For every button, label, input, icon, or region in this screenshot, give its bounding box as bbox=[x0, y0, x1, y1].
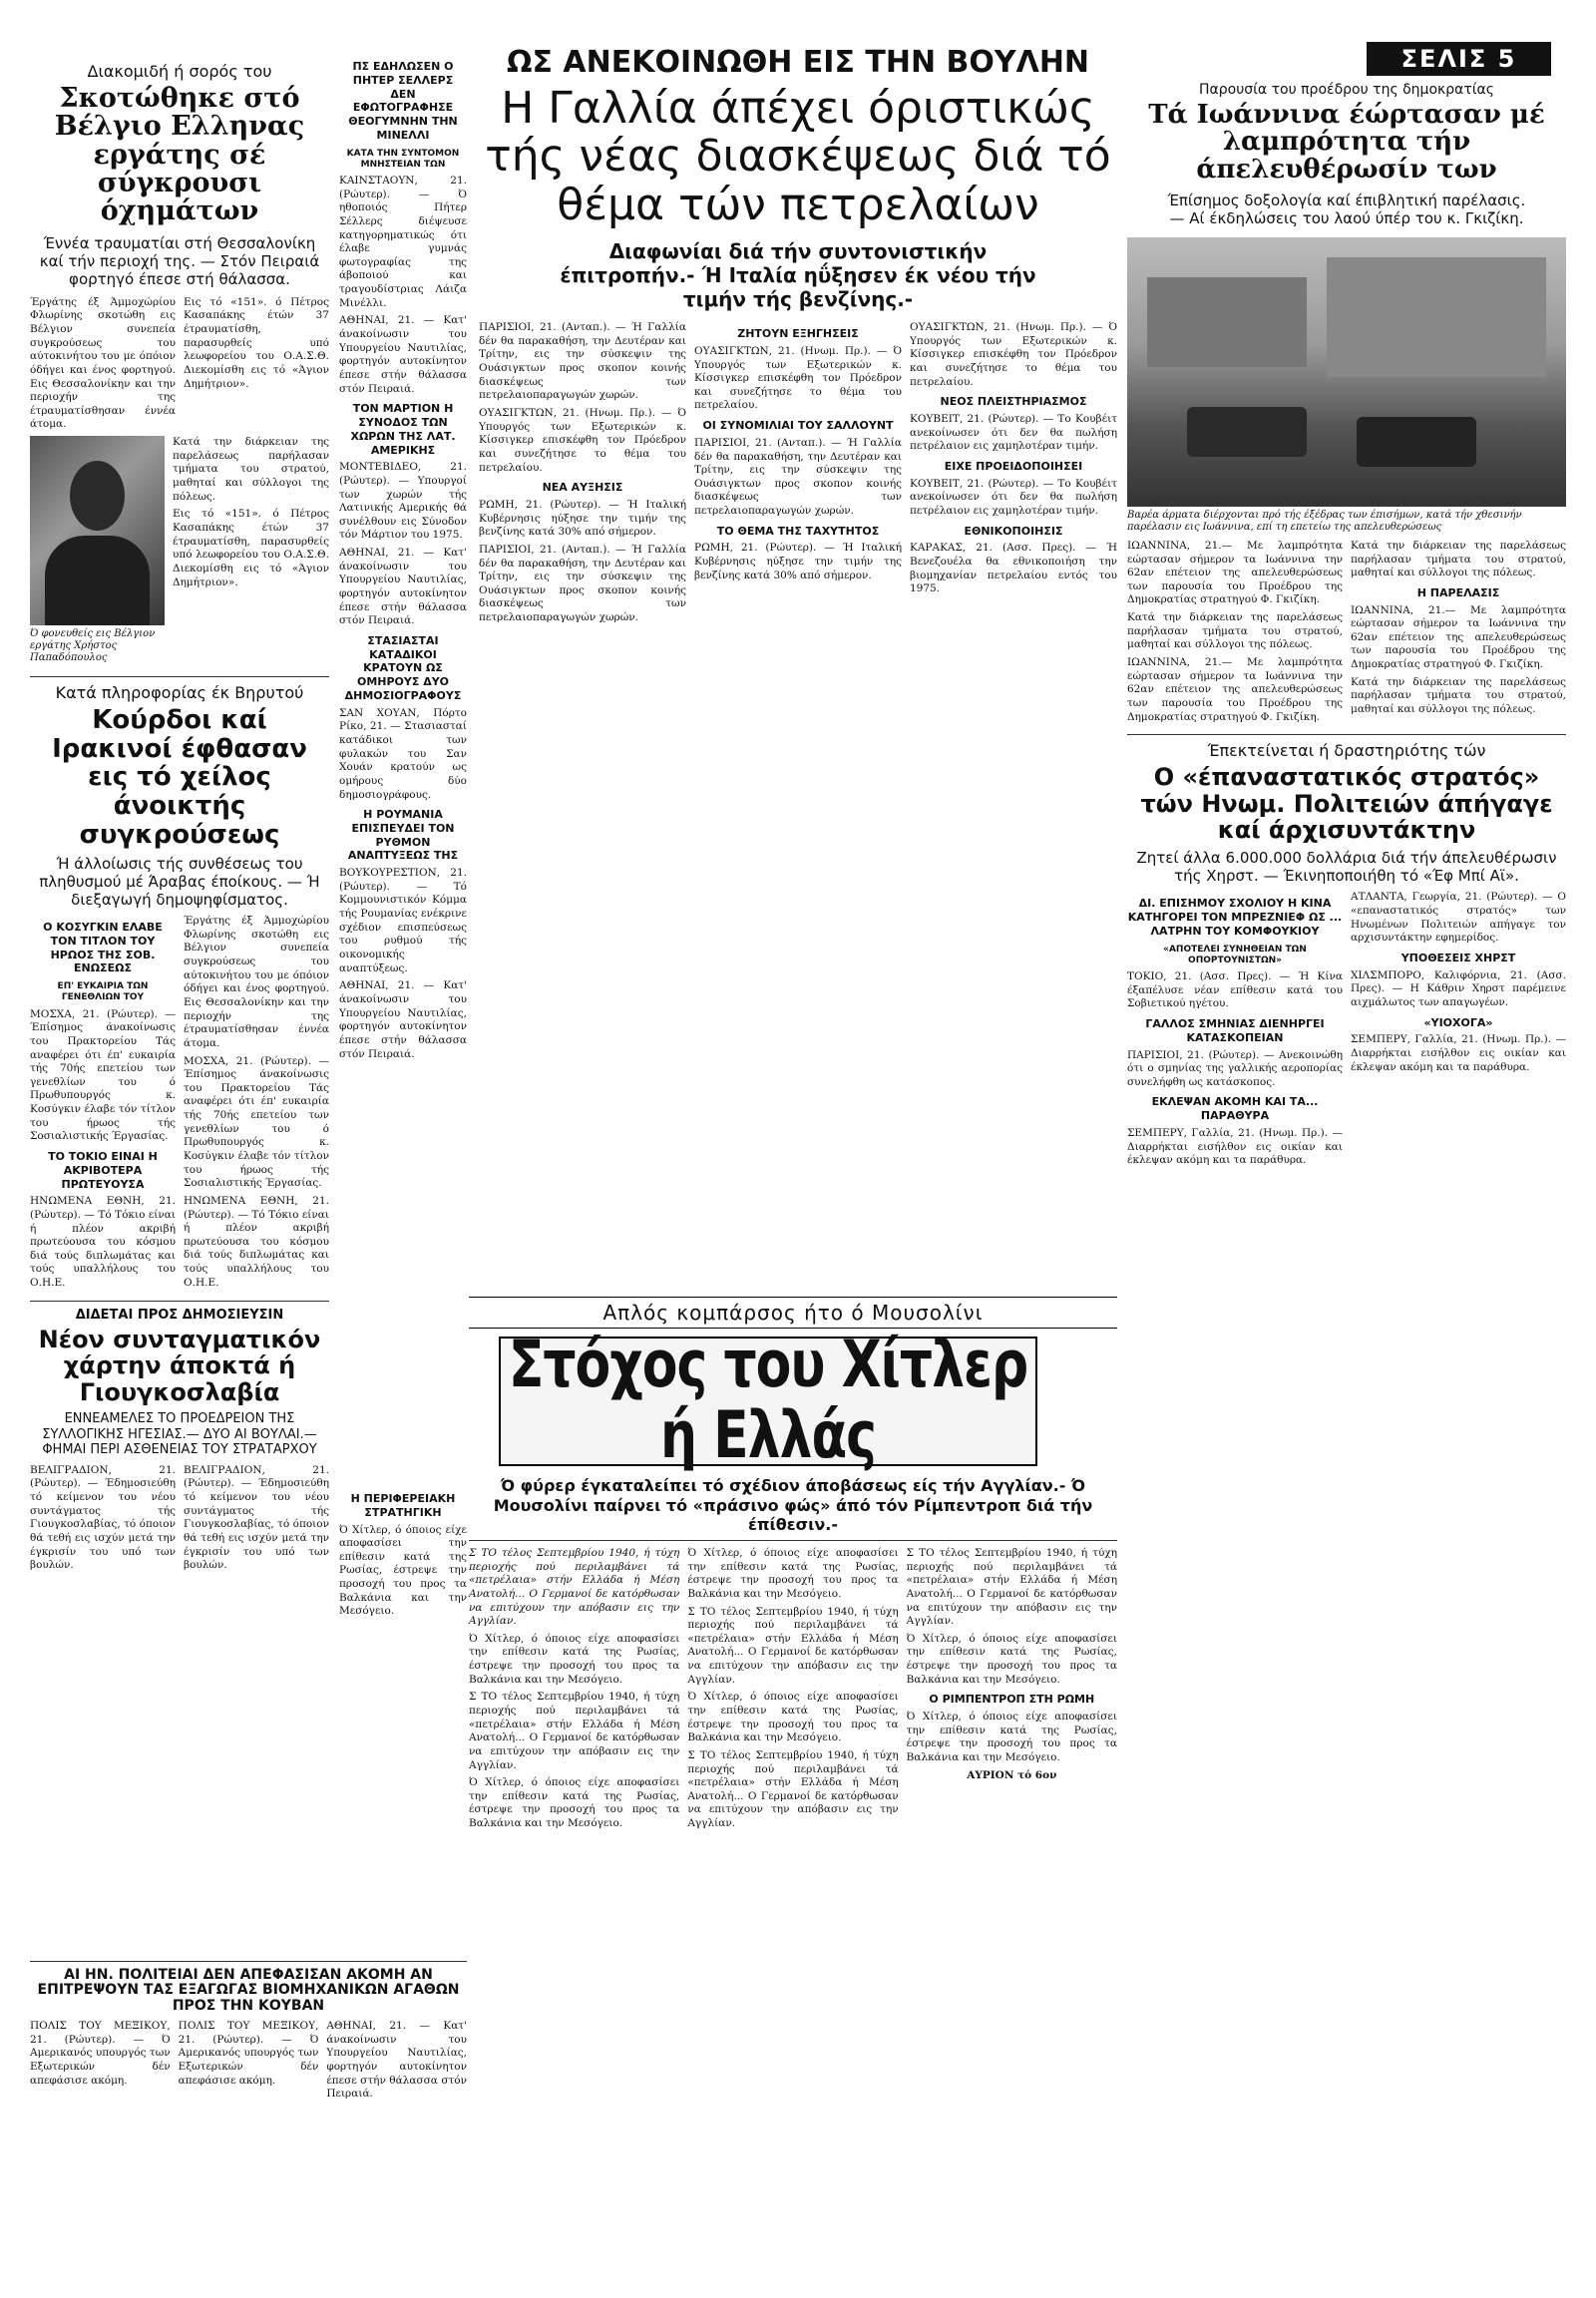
article-body: ΡΩΜΗ, 21. (Ρώυτερ). — Ή Ιταλική Κυβέρνησις ηύξησε την τιμήν της βενζίνης κατά 30% από σήμερον. bbox=[694, 542, 902, 581]
article-body: ΣΕΜΠΕΡΥ, Γαλλία, 21. (Ηνωμ. Πρ.). — Διαρρήκται εισήλθον εις οικίαν και έκλεψαν ακόμη και τα παράθυρα. bbox=[1127, 1126, 1343, 1167]
sub-headline: ΝΕΟΣ ΠΛΕΙΣΤΗΡΙΑΣΜΟΣ bbox=[940, 395, 1087, 409]
article-body: ΑΘΗΝΑΙ, 21. — Κατ' άνακοίνωσιν του Υπουργείου Ναυτιλίας, φορτηγόν αυτοκίνητον έπεσε στήν θάλασσα στόν Πειραιά. bbox=[339, 547, 467, 627]
page-label: ΣΕΛΙΣ 5 bbox=[1400, 45, 1517, 73]
article-body: ΣΕΜΠΕΡΥ, Γαλλία, 21. (Ηνωμ. Πρ.). — Διαρρήκται εισήλθον εις οικίαν και έκλεψαν ακόμη και τα παράθυρα. bbox=[1351, 1033, 1566, 1073]
article-headline: Τά Ιωάννινα έώρτασαν μέ λαμπρότητα τήν άπελευθέρωσίν των bbox=[1148, 100, 1545, 185]
article-body: ΠΑΡΙΣΙΟΙ, 21. (Ανταπ.). — Ή Γαλλία δέν θα παρακαθήση, την Δευτέραν και Τρίτην, εις την σύσκεψιν της Ουάσιγκτων προς σκοπον κοινής διασκέψεως των πετρελαιοπαραγωγών χωρών. bbox=[479, 321, 686, 402]
portrait-photo bbox=[30, 436, 165, 625]
feature-title-box bbox=[499, 1328, 1037, 1474]
article-headline: Σκοτώθηκε στό Βέλγιο Ελληνας εργάτης σέ σύγκρουσι όχημάτων bbox=[54, 83, 305, 227]
article-body: ΗΝΩΜΕΝΑ ΕΘΝΗ, 21. (Ρώυτερ). — Τό Τόκιο είναι ή πλέον ακριβή πρωτεύουσα του κόσμου διά τούς διπλωμάτας και τούς υπαλλήλους του Ο.Η.Ε. bbox=[184, 1194, 329, 1289]
sub-headline: ΤΟ ΤΟΚΙΟ ΕΙΝΑΙ Η ΑΚΡΙΒΟΤΕΡΑ ΠΡΩΤΕΥΟΥΣΑ bbox=[48, 1150, 158, 1191]
sub-headline: Η ΠΑΡΕΛΑΣΙΣ bbox=[1416, 585, 1500, 599]
article-body: Ό Χίτλερ, ό όποιος είχε αποφασίσει την επίθεσιν κατά της Ρωσίας, έστρεψε την προσοχή του προς τα Βαλκάνια και την Μεσόγειο. bbox=[906, 1632, 1117, 1686]
article-headline: Η Γαλλία άπέχει όριστικώς τής νέας διασκέψεως διά τό θέμα τών πετρελαίων bbox=[485, 83, 1111, 230]
article-body: Σ ΤΟ τέλος Σεπτεμβρίου 1940, ή τύχη περιοχής πού περιλαμβάνει τά «πετρέλαια» στήν Ελλάδα ή Μέση Ανατολή... Ο Γερμανοί δε κατόρθωσαν να επιτύχουν την απόβασιν εις την Αγγλίαν. bbox=[469, 1691, 680, 1771]
article-body: Σ ΤΟ τέλος Σεπτεμβρίου 1940, ή τύχη περιοχής πού περιλαμβάνει τά «πετρέλαια» στήν Ελλάδα ή Μέση Ανατολή... Ο Γερμανοί δε κατόρθωσαν να επιτύχουν την απόβασιν εις την Αγγλίαν. bbox=[687, 1605, 899, 1686]
article-body: ΠΑΡΙΣΙΟΙ, 21. (Ρώυτερ). — Ανεκοινώθη ότι ο σμηνίας της γαλλικής αεροπορίας συνελήφθη ως κατάσκοπος. bbox=[1127, 1048, 1343, 1088]
article-body: Ό Χίτλερ, ό όποιος είχε αποφασίσει την επίθεσιν κατά της Ρωσίας, έστρεψε την προσοχή του προς τα Βαλκάνια και την Μεσόγειο. bbox=[906, 1711, 1117, 1764]
article-body: Κατά την διάρκειαν της παρελάσεως παρήλασαν τμήματα του στρατού, μαθηταί και σύλλογοι της πόλεως. bbox=[1351, 675, 1566, 716]
sub-headline: ΣΤΑΣΙΑΣΤΑΙ ΚΑΤΑΔΙΚΟΙ ΚΡΑΤΟΥΝ ΩΣ ΟΜΗΡΟΥΣ ΔΥΟ ΔΗΜΟΣΙΟΓΡΑΦΟΥΣ bbox=[344, 633, 462, 702]
article-body: ΜΟΝΤΕΒΙΔΕΟ, 21. (Ρώυτερ). — Υπουργοί των χωρών τής Λατινικής Αμερικής θά συνέλθουν εις Σύνοδον τόν Μάρτιον του 1975. bbox=[339, 461, 467, 542]
article-body: ΠΑΡΙΣΙΟΙ, 21. (Ανταπ.). — Ή Γαλλία δέν θα παρακαθήση, την Δευτέραν και Τρίτην, εις την σύσκεψιν της Ουάσιγκτων προς σκοπον κοινής διασκέψεως των πετρελαιοπαραγωγών χωρών. bbox=[694, 436, 902, 518]
sub-headline: ΤΟ ΘΕΜΑ ΤΗΣ ΤΑΧΥΤΗΤΟΣ bbox=[716, 524, 880, 538]
article-body: Εις τό «151». ό Πέτρος Κασαπάκης έτών 37 έτραυματίσθη, παρασυρθείς υπό λεωφορείου του Ο.Α.Σ.Θ. Διεκομίσθη εις τό «Άγιον Δημήτριον». bbox=[173, 508, 329, 588]
article-body: ΙΩΑΝΝΙΝΑ, 21.— Με λαμπρότητα εώρτασαν σήμερον τα Ιωάννινα την 62αν επέτειον της απελευθερώσεως των παρουσία του Προέδρου της Δημοκρατίας στρατηγού Φ. Γκιζίκη. bbox=[1127, 539, 1343, 606]
sub-headline: «ΥΙΟΧΟΓΑ» bbox=[1423, 1015, 1493, 1029]
sub-headline: ΕΠ' ΕΥΚΑΙΡΙΑ ΤΩΝ ΓΕΝΕΘΛΙΩΝ ΤΟΥ bbox=[57, 981, 149, 1003]
article-body: ΧΙΛΣΜΠΟΡΟ, Καλιφόρνια, 21. (Ασσ. Πρες). — Η Κάθριν Χηρστ παρέμεινε αιχμάλωτος των απαγωγέων. bbox=[1351, 968, 1566, 1008]
sub-headline: ΥΠΟΘΕΣΕΙΣ ΧΗΡΣΤ bbox=[1400, 951, 1516, 964]
article-body: Σ ΤΟ τέλος Σεπτεμβρίου 1940, ή τύχη περιοχής πού περιλαμβάνει τά «πετρέλαια» στήν Ελλάδα ή Μέση Ανατολή... Ο Γερμανοί δε κατόρθωσαν να επιτύχουν την απόβασιν εις την Αγγλίαν. bbox=[906, 1546, 1117, 1628]
article-body: ΤΟΚΙΟ, 21. (Ασσ. Πρες). — Ή Κίνα έξαπέλυσε νέαν επίθεσιν κατά του Σοβιετικού ηγέτου. bbox=[1127, 970, 1343, 1010]
article-body: ΠΑΡΙΣΙΟΙ, 21. (Ανταπ.). — Ή Γαλλία δέν θα παρακαθήση, την Δευτέραν και Τρίτην, εις την σύσκεψιν της Ουάσιγκτων προς σκοπον κοινής διασκέψεως των πετρελαιοπαραγωγών χωρών. bbox=[479, 543, 686, 624]
page-label-box bbox=[1367, 42, 1551, 76]
sub-headline: Ο ΡΙΜΠΕΝΤΡΟΠ ΣΤΗ ΡΩΜΗ bbox=[929, 1693, 1095, 1707]
article-body: ΙΩΑΝΝΙΝΑ, 21.— Με λαμπρότητα εώρτασαν σήμερον τα Ιωάννινα την 62αν επέτειον της απελευθερώσεως των παρουσία του Προέδρου της Δημοκρατίας στρατηγού Φ. Γκιζίκη. bbox=[1351, 603, 1566, 671]
article-deck: ΕΝΝΕΑΜΕΛΕΣ ΤΟ ΠΡΟΕΔΡΕΙΟΝ ΤΗΣ ΣΥΛΛΟΓΙΚΗΣ ΗΓΕΣΙΑΣ.— ΔΥΟ ΑΙ ΒΟΥΛΑΙ.— ΦΗΜΑΙ ΠΕΡΙ ΑΣΘΕΝΕΙΑΣ ΤΟΥ ΣΤΡΑΤΑΡΧΟΥ bbox=[42, 1410, 317, 1458]
sub-headline: ΕΚΛΕΨΑΝ ΑΚΟΜΗ ΚΑΙ ΤΑ... ΠΑΡΑΘΥΡΑ bbox=[1151, 1095, 1319, 1123]
sub-headline: ΕΘΝΙΚΟΠΟΙΗΣΙΣ bbox=[964, 524, 1063, 538]
article-deck: Ή άλλοίωσις τής συνθέσεως του πληθυσμού μέ Άραβας έποίκους. — Ή διεξαγωγή δημοψηφίσματος. bbox=[39, 855, 320, 910]
article-kicker: ΔΙΔΕΤΑΙ ΠΡΟΣ ΔΗΜΟΣΙΕΥΣΙΝ bbox=[75, 1307, 284, 1323]
feature-headline: Στόχος του Χίτλερ ή Ελλάς bbox=[508, 1328, 1028, 1474]
feature-deck: Ό φύρερ έγκαταλείπει τό σχέδιον άποβάσεως είς τήν Αγγλίαν.- Ό Μουσολίνι παίρνει τό «πράσινο φώς» άπό τόν Ρίμπεντροπ διά τήν έπίθεσιν.- bbox=[493, 1476, 1093, 1534]
article-body: ΒΟΥΚΟΥΡΕΣΤΙΟΝ, 21. (Ρώυτερ). — Τό Κομμουνιστικόν Κόμμα τής Ρουμανίας ενέκρινε σχέδιον επισπεύσεως του ρυθμού τής οικονομικής αναπτύξεως. bbox=[339, 867, 467, 974]
article-body: Κατά την διάρκειαν της παρελάσεως παρήλασαν τμήματα του στρατού, μαθηταί και σύλλογοι της πόλεως. bbox=[1351, 539, 1566, 579]
article-body: Ό Χίτλερ, ό όποιος είχε αποφασίσει την επίθεσιν κατά της Ρωσίας, έστρεψε την προσοχή του προς τα Βαλκάνια και την Μεσόγειο. bbox=[687, 1691, 899, 1744]
sub-headline: ΝΕΑ ΑΥΞΗΣΙΣ bbox=[542, 481, 623, 495]
article-body: ΒΕΛΙΓΡΑΔΙΟΝ, 21. (Ρώυτερ). — Έδημοσιεύθη τό κείμενον του νέου συντάγματος τής Γιουγκοσλαβίας, τό όποιον θά τεθή εις ισχύν μετά την έγκρισίν του υπό των βουλών. bbox=[30, 1463, 176, 1572]
article-deck: Ζητεί άλλα 6.000.000 δολλάρια διά τήν άπελευθέρωσιν τής Χηρστ. — Έκινηποποιήθη τό «Έφ Μπί Αϊ». bbox=[1136, 849, 1557, 886]
article-body: ΟΥΑΣΙΓΚΤΩΝ, 21. (Ηνωμ. Πρ.). — Ό Υπουργός των Εξωτερικών κ. Κίσσιγκερ επισκέφθη τον Πρόεδρον και συνεζήτησε το θέμα του πετρελαίου. bbox=[694, 344, 902, 412]
photo-caption: Ό φονευθείς εις Βέλγιον εργάτης Χρήστος Παπαδόπουλος bbox=[30, 628, 156, 664]
article-body: ΜΟΣΧΑ, 21. (Ρώυτερ). — Έπίσημος άνακοίνωσις του Πρακτορείου Τάς αναφέρει ότι έπ' ευκαιρία τής 70ής επετείου των γενεθλίων του ό Πρωθυπουργός κ. Κοσύγκιν έλαβε τόν τίτλον του ήρωος τής Σοσιαλιστικής Έργασίας. bbox=[184, 1054, 329, 1190]
column-1 bbox=[30, 0, 329, 1577]
feature-block bbox=[469, 1297, 1117, 1835]
article-kicker: ΩΣ ΑΝΕΚΟΙΝΩΘΗ ΕΙΣ ΤΗΝ ΒΟΥΛΗΝ bbox=[506, 45, 1090, 80]
sub-headline: Η ΡΟΥΜΑΝΙΑ ΕΠΙΣΠΕΥΔΕΙ ΤΟΝ ΡΥΘΜΟΝ ΑΝΑΠΤΥΞΕΩΣ ΤΗΣ bbox=[347, 808, 459, 863]
article-headline: Ο «έπαναστατικός στρατός» τών Ηνωμ. Πολιτειών άπήγαγε καί άρχισυντάκτην bbox=[1140, 763, 1553, 844]
article-body: ΗΝΩΜΕΝΑ ΕΘΝΗ, 21. (Ρώυτερ). — Τό Τόκιο είναι ή πλέον ακριβή πρωτεύουσα του κόσμου διά τούς διπλωμάτας και τούς υπαλλήλους του Ο.Η.Ε. bbox=[30, 1195, 176, 1290]
column-2 bbox=[339, 0, 467, 1065]
article-body: ΠΟΛΙΣ ΤΟΥ ΜΕΞΙΚΟΥ, 21. (Ρώυτερ). — Ό Αμερικανός υπουργός των Εξωτερικών δέν απεφάσισε ακόμη. bbox=[30, 2020, 171, 2087]
column-2b bbox=[339, 1486, 467, 1623]
article-body: ΒΕΛΙΓΡΑΔΙΟΝ, 21. (Ρώυτερ). — Έδημοσιεύθη τό κείμενον του νέου συντάγματος τής Γιουγκοσλαβίας, τό όποιον θά τεθή εις ισχύν μετά την έγκρισίν του υπό των βουλών. bbox=[184, 1463, 329, 1572]
article-footer: ΑΥΡΙΟΝ τό 6ον bbox=[967, 1768, 1057, 1781]
article-body: ΟΥΑΣΙΓΚΤΩΝ, 21. (Ηνωμ. Πρ.). — Ό Υπουργός των Εξωτερικών κ. Κίσσιγκερ επισκέφθη τον Πρόεδρον και συνεζήτησε το θέμα του πετρελαίου. bbox=[479, 407, 686, 474]
article-body: ΚΟΥΒΕΙΤ, 21. (Ρώυτερ). — Το Κουβέιτ ανεκοίνωσεν ότι δεν θα πωλήση πετρέλαιον εις χαμηλοτέραν τιμήν. bbox=[910, 413, 1117, 453]
article-body: ΑΘΗΝΑΙ, 21. — Κατ' άνακοίνωσιν του Υπουργείου Ναυτιλίας, φορτηγόν αυτοκίνητον έπεσε στήν θάλασσα στόν Πειραιά. bbox=[326, 2020, 468, 2101]
article-kicker: Έπεκτείνεται ή δραστηριότης τών bbox=[1207, 741, 1486, 761]
photo-caption: Βαρέα άρματα διέρχονται πρό τής έξέδρας των έπισήμων, κατά τήν χθεσινήν παρέλασιν εις Ιωάννινα, επί τη επετείω της απελευθερώσεως bbox=[1127, 509, 1522, 533]
article-body: ΚΑΙΝΣΤΑΟΥΝ, 21. (Ρώυτερ). — Ό ηθοποιός Πήτερ Σέλλερς διέψευσε κατηγορηματικώς ότι έλαβε γυμνάς φωτογραφίας της άβοποιού και τραγουδίστριας Λάιζα Μινέλλι. bbox=[339, 175, 467, 309]
article-body: Σ ΤΟ τέλος Σεπτεμβρίου 1940, ή τύχη περιοχής πού περιλαμβάνει τά «πετρέλαια» στήν Ελλάδα ή Μέση Ανατολή... Ο Γερμανοί δε κατόρθωσαν να επιτύχουν την απόβασιν εις την Αγγλίαν. bbox=[469, 1546, 680, 1628]
article-body: Έργάτης έξ Άμμοχώρίου Φλωρίνης σκοτώθη εις Βέλγιον συνεπεία συγκρούσεως του αύτοκινήτου του με όπόιον όδήγει και ένος φορτηγού. Εις Θεσσαλονίκην και την περιοχήν της έτραυματίσθησαν έννέα άτομα. bbox=[30, 295, 176, 431]
article-deck: Έπίσημος δοξολογία καί έπιβλητική παρέλασις. — Αί έκδηλώσεις του λαού ύπέρ του κ. Γκιζίκη. bbox=[1167, 191, 1526, 227]
article-body: ΠΟΛΙΣ ΤΟΥ ΜΕΞΙΚΟΥ, 21. (Ρώυτερ). — Ό Αμερικανός υπουργός των Εξωτερικών δέν απεφάσισε ακόμη. bbox=[178, 2020, 319, 2087]
article-body: Ό Χίτλερ, ό όποιος είχε αποφασίσει την επίθεσιν κατά της Ρωσίας, έστρεψε την προσοχή του προς τα Βαλκάνια και την Μεσόγειο. bbox=[469, 1776, 680, 1830]
article-deck: Έννέα τραυματίαι στή Θεσσαλονίκη καί τήν περιοχή της. — Στόν Πειραιά φορτηγό έπεσε στή θάλασσα. bbox=[39, 233, 320, 288]
article-body: ΜΟΣΧΑ, 21. (Ρώυτερ). — Έπίσημος άνακοίνωσις του Πρακτορείου Τάς αναφέρει ότι έπ' ευκαιρία τής 70ής επετείου των γενεθλίων του ό Πρωθυπουργός κ. Κοσύγκιν έλαβε τόν τίτλον του ήρωος τής Σοσιαλιστικής Έργασίας. bbox=[30, 1007, 176, 1143]
article-body: Ό Χίτλερ, ό όποιος είχε αποφασίσει την επίθεσιν κατά της Ρωσίας, έστρεψε την προσοχή του προς τα Βαλκάνια και την Μεσόγειο. bbox=[687, 1546, 899, 1600]
article-body: ΡΩΜΗ, 21. (Ρώυτερ). — Ή Ιταλική Κυβέρνησις ηύξησε την τιμήν της βενζίνης κατά 30% από σήμερον. bbox=[479, 498, 686, 539]
article-body: ΣΑΝ ΧΟΥΑΝ, Πόρτο Ρίκο, 21. — Στασιασταί κατάδικοι των φυλακών του Σαν Χουάν κρατούν ως ομήρους δύο δημοσιογράφους. bbox=[339, 706, 467, 801]
article-body: ΑΘΗΝΑΙ, 21. — Κατ' άνακοίνωσιν του Υπουργείου Ναυτιλίας, φορτηγόν αυτοκίνητον έπεσε στήν θάλασσα στόν Πειραιά. bbox=[339, 979, 467, 1060]
bottom-left bbox=[30, 1955, 467, 2106]
sub-headline: «ΑΠΟΤΕΛΕΙ ΣΥΝΗΘΕΙΑΝ ΤΩΝ ΟΠΟΡΤΟΥΝΙΣΤΩΝ» bbox=[1163, 944, 1307, 965]
sub-headline: ΓΑΛΛΟΣ ΣΜΗΝΙΑΣ ΔΙΕΝΗΡΓΕΙ ΚΑΤΑΣΚΟΠΕΙΑΝ bbox=[1145, 1017, 1325, 1044]
sub-headline: Η ΠΕΡΙΦΕΡΕΙΑΚΗ ΣΤΡΑΤΗΓΙΚΗ bbox=[350, 1492, 456, 1519]
article-body: ΚΟΥΒΕΙΤ, 21. (Ρώυτερ). — Το Κουβέιτ ανεκοίνωσεν ότι δεν θα πωλήση πετρέλαιον εις χαμηλοτέραν τιμήν. bbox=[910, 477, 1117, 518]
article-body: ΚΑΡΑΚΑΣ, 21. (Ασσ. Πρες). — Ή Βενεζουέλα θα εθνικοποιήση την βιομηχανίαν πετρελαίου εντός του 1975. bbox=[910, 542, 1117, 595]
article-headline: Κούρδοι καί Ιρακινοί έφθασαν εις τό χείλος άνοικτής συγκρούσεως bbox=[52, 705, 307, 850]
article-deck: Διαφωνίαι διά τήν συντονιστικήν έπιτροπήν.- Ή Ιταλία ηΰξησεν έκ νέου τήν τιμήν τής βενζίνης.- bbox=[560, 239, 1036, 312]
article-body: Κατά την διάρκειαν της παρελάσεως παρήλασαν τμήματα του στρατού, μαθηταί και σύλλογοι της πόλεως. bbox=[173, 436, 329, 503]
article-headline: Νέον συνταγματικόν χάρτην άποκτά ή Γιουγκοσλαβία bbox=[38, 1325, 321, 1406]
article-body: ΑΘΗΝΑΙ, 21. — Κατ' άνακοίνωσιν του Υπουργείου Ναυτιλίας, φορτηγόν αυτοκίνητον έπεσε στήν θάλασσα στόν Πειραιά. bbox=[339, 314, 467, 395]
article-body: Εις τό «151». ό Πέτρος Κασαπάκης έτών 37 έτραυματίσθη, παρασυρθείς υπό λεωφορείου του Ο.Α.Σ.Θ. Διεκομίσθη εις τό «Άγιον Δημήτριον». bbox=[184, 295, 329, 390]
article-body: Έργάτης έξ Άμμοχώρίου Φλωρίνης σκοτώθη εις Βέλγιον συνεπεία συγκρούσεως του αύτοκινήτου του με όπόιον όδήγει και ένος φορτηγού. Εις Θεσσαλονίκην και την περιοχήν της έτραυματίσθησαν έννέα άτομα. bbox=[184, 915, 329, 1049]
center-top bbox=[479, 0, 1117, 629]
article-headline: ΑΙ ΗΝ. ΠΟΛΙΤΕΙΑΙ ΔΕΝ ΑΠΕΦΑΣΙΣΑΝ ΑΚΟΜΗ ΑΝ ΕΠΙΤΡΕΨΟΥΝ ΤΑΣ ΕΞΑΓΩΓΑΣ ΒΙΟΜΗΧΑΝΙΚΩΝ ΑΓΑΘΩΝ ΠΡΟΣ ΤΗΝ ΚΟΥΒΑΝ bbox=[37, 1967, 460, 2014]
sub-headline: Ο ΚΟΣΥΓΚΙΝ ΕΛΑΒΕ ΤΟΝ ΤΙΤΛΟΝ ΤΟΥ ΗΡΩΟΣ ΤΗΣ ΣΟΒ. ΕΝΩΣΕΩΣ bbox=[43, 921, 163, 975]
sub-headline: ΚΑΤΑ ΤΗΝ ΣΥΝΤΟΜΟΝ ΜΝΗΣΤΕΙΑΝ ΤΩΝ bbox=[346, 148, 460, 170]
sub-headline: ΟΙ ΣΥΝΟΜΙΛΙΑΙ ΤΟΥ ΣΑΛΛΟΥΝΤ bbox=[702, 419, 894, 433]
article-body: ΙΩΑΝΝΙΝΑ, 21.— Με λαμπρότητα εώρτασαν σήμερον τα Ιωάννινα την 62αν επέτειον της απελευθερώσεως των παρουσία του Προέδρου της Δημοκρατίας στρατηγού Φ. Γκιζίκη. bbox=[1127, 656, 1343, 723]
sub-headline: ΠΣ ΕΔΗΛΩΣΕΝ Ο ΠΗΤΕΡ ΣΕΛΛΕΡΣ ΔΕΝ ΕΦΩΤΟΓΡΑΦΗΣΕ ΘΕΟΓΥΜΝΗΝ ΤΗΝ ΜΙΝΕΛΛΙ bbox=[348, 60, 458, 142]
feature-banner: Απλός κομπάρσος ήτο ό Μουσολίνι bbox=[469, 1297, 1117, 1329]
sub-headline: ΖΗΤΟΥΝ ΕΞΗΓΗΣΕΙΣ bbox=[737, 327, 859, 341]
sub-headline: ΕΙΧΕ ΠΡΟΕΙΔΟΠΟΙΗΣΕΙ bbox=[944, 460, 1083, 474]
article-kicker: Παρουσία του προέδρου της δημοκρατίας bbox=[1198, 82, 1495, 98]
parade-photo bbox=[1127, 237, 1566, 507]
column-5 bbox=[1127, 0, 1566, 1172]
sub-headline: ΤΟΝ ΜΑΡΤΙΟΝ Η ΣΥΝΟΔΟΣ ΤΩΝ ΧΩΡΩΝ ΤΗΣ ΛΑΤ. ΑΜΕΡΙΚΗΣ bbox=[350, 402, 456, 457]
sub-headline: ΔΙ. ΕΠΙΣΗΜΟΥ ΣΧΟΛΙΟΥ Η ΚΙΝΑ ΚΑΤΗΓΟΡΕΙ ΤΟΝ ΜΠΡΕΖΝΙΕΦ ΩΣ ... ΛΑΤΡΗΝ ΤΟΥ ΚΟΜΦΟΥΚΙΟΥ bbox=[1127, 897, 1343, 938]
article-body: ΑΤΛΑΝΤΑ, Γεωργία, 21. (Ρώυτερ). — Ο «επαναστατικός στρατός» των Ηνωμένων Πολιτειών απήγαγε τον αρχισυντάκτην εφημερίδος. bbox=[1351, 891, 1566, 945]
article-body: ΟΥΑΣΙΓΚΤΩΝ, 21. (Ηνωμ. Πρ.). — Ό Υπουργός των Εξωτερικών κ. Κίσσιγκερ επισκέφθη τον Πρόεδρον και συνεζήτησε το θέμα του πετρελαίου. bbox=[910, 321, 1117, 388]
article-body: Ό Χίτλερ, ό όποιος είχε αποφασίσει την επίθεσιν κατά της Ρωσίας, έστρεψε την προσοχή του προς τα Βαλκάνια και την Μεσόγειο. bbox=[469, 1632, 680, 1686]
article-kicker: Διακομιδή ή σορός του bbox=[87, 62, 272, 81]
article-body: Κατά την διάρκειαν της παρελάσεως παρήλασαν τμήματα του στρατού, μαθηταί και σύλλογοι της πόλεως. bbox=[1127, 611, 1343, 651]
article-body: Σ ΤΟ τέλος Σεπτεμβρίου 1940, ή τύχη περιοχής πού περιλαμβάνει τά «πετρέλαια» στήν Ελλάδα ή Μέση Ανατολή... Ο Γερμανοί δε κατόρθωσαν να επιτύχουν την απόβασιν εις την Αγγλίαν. bbox=[687, 1748, 899, 1830]
article-body: Ό Χίτλερ, ό όποιος είχε αποφασίσει την επίθεσιν κατά της Ρωσίας, έστρεψε την προσοχή του προς τα Βαλκάνια και την Μεσόγειο. bbox=[339, 1523, 467, 1618]
article-kicker: Κατά πληροφορίας έκ Βηρυτού bbox=[55, 683, 304, 703]
